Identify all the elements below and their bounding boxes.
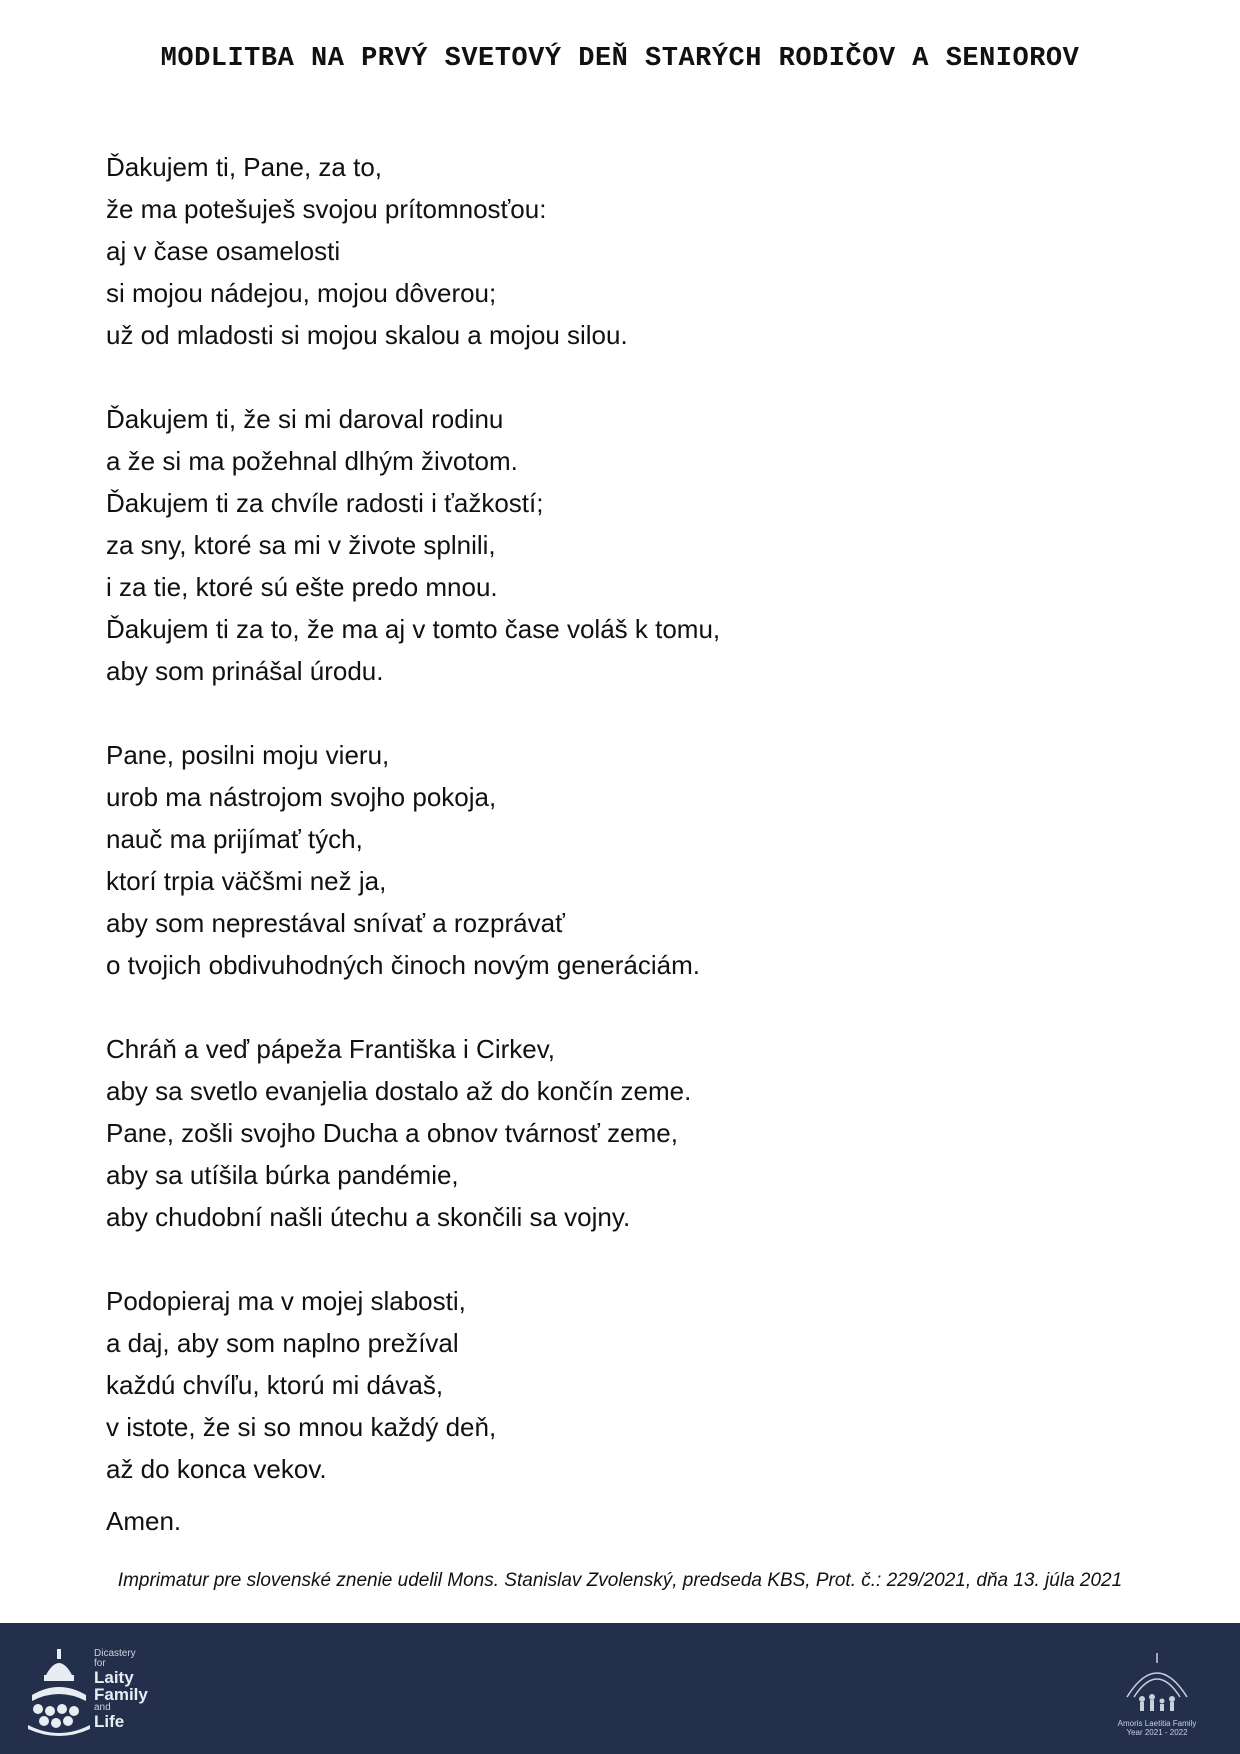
prayer-line: ktorí trpia väčšmi než ja, [106, 866, 387, 896]
prayer-line: že ma potešuješ svojou prítomnosťou: [106, 194, 547, 224]
amoris-laetitia-logo-icon [1112, 1647, 1202, 1719]
footer-bar [0, 1623, 1240, 1754]
prayer-line: nauč ma prijímať tých, [106, 824, 363, 854]
stanza [106, 1028, 720, 1238]
prayer-line: Ďakujem ti, Pane, za to, [106, 152, 383, 182]
prayer-line: aby som prinášal úrodu. [106, 656, 384, 686]
prayer-line: každú chvíľu, ktorú mi dávaš, [106, 1370, 444, 1400]
amoris-laetitia-logo-text: Amoris Laetitia Family Year 2021 - 2022 [1117, 1719, 1197, 1737]
prayer-line: aby sa utíšila búrka pandémie, [106, 1160, 459, 1190]
prayer-line: o tvojich obdivuhodných činoch novým generáciám. [106, 950, 701, 980]
page-title: MODLITBA NA PRVÝ SVETOVÝ DEŇ STARÝCH RODIČOV A SENIOROV [160, 44, 1080, 74]
prayer-line: aby som neprestával snívať a rozprávať [106, 908, 565, 938]
prayer-line: za sny, ktoré sa mi v živote splnili, [106, 530, 496, 560]
prayer-line: aby sa svetlo evanjelia dostalo až do končín zeme. [106, 1076, 692, 1106]
prayer-line: a že si ma požehnal dlhým životom. [106, 446, 518, 476]
prayer-line: urob ma nástrojom svojho pokoja, [106, 782, 497, 812]
prayer-line: Chráň a veď pápeža Františka i Cirkev, [106, 1034, 556, 1064]
prayer-line: až do konca vekov. [106, 1454, 327, 1484]
stanza [106, 1280, 720, 1490]
prayer-line: Pane, zošli svojho Ducha a obnov tvárnosť zeme, [106, 1118, 678, 1148]
prayer-line: a daj, aby som naplno prežíval [106, 1328, 459, 1358]
prayer-line: aby chudobní našli útechu a skončili sa vojny. [106, 1202, 631, 1232]
prayer-line: Pane, posilni moju vieru, [106, 740, 390, 770]
prayer-line: si mojou nádejou, mojou dôverou; [106, 278, 497, 308]
imprimatur-note: Imprimatur pre slovenské znenie udelil Mons. Stanislav Zvolenský, predseda KBS, Prot. č.: 229/2021, dňa 13. júla 2021 [117, 1570, 1123, 1591]
prayer-text [106, 146, 720, 1532]
amen-line: Amen. [106, 1506, 182, 1536]
prayer-line: Ďakujem ti, že si mi daroval rodinu [106, 404, 504, 434]
amoris-laetitia-logo [1112, 1647, 1202, 1737]
stanza [106, 734, 720, 986]
prayer-line: i za tie, ktoré sú ešte predo mnou. [106, 572, 498, 602]
prayer-line: Ďakujem ti za to, že ma aj v tomto čase voláš k tomu, [106, 614, 721, 644]
dicastery-logo [24, 1645, 194, 1737]
prayer-line: Ďakujem ti za chvíle radosti i ťažkostí; [106, 488, 544, 518]
dicastery-logo-text: Dicastery for Laity Family and Life [94, 1648, 148, 1731]
prayer-line: už od mladosti si mojou skalou a mojou silou. [106, 320, 628, 350]
stanza [106, 146, 720, 356]
dicastery-logo-icon [24, 1645, 94, 1737]
stanza [106, 398, 720, 692]
prayer-line: v istote, že si so mnou každý deň, [106, 1412, 497, 1442]
prayer-line: Podopieraj ma v mojej slabosti, [106, 1286, 466, 1316]
prayer-line: aj v čase osamelosti [106, 236, 341, 266]
